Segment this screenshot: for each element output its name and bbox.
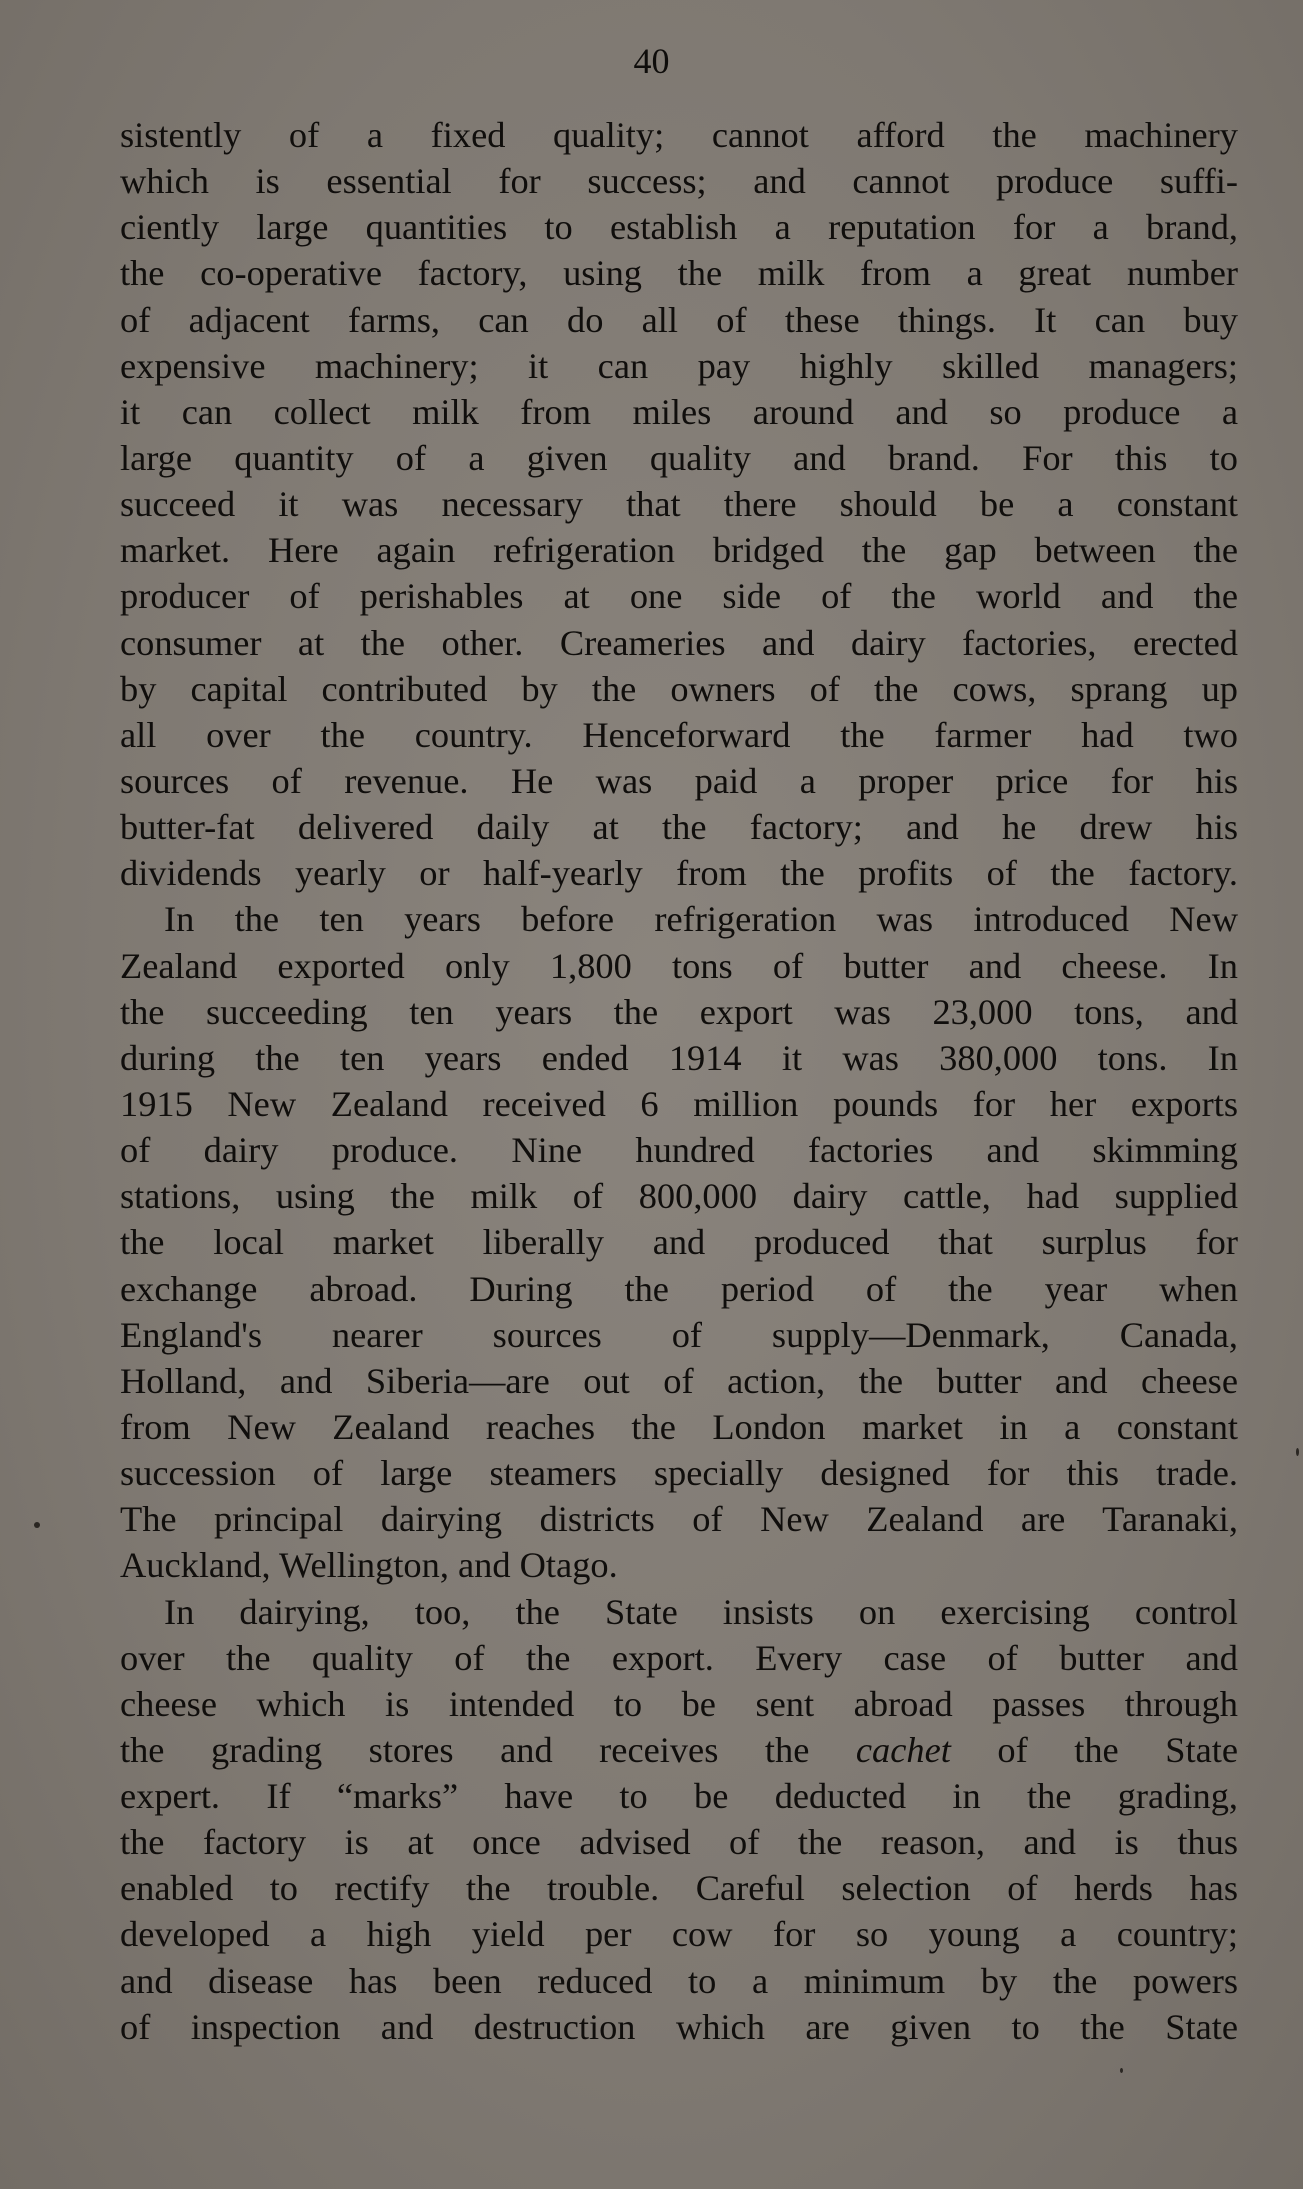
- text-line: the co-operative factory, using the milk from a great number: [120, 253, 1238, 294]
- text-line: Zealand exported only 1,800 tons of butter and cheese. In: [120, 945, 1238, 986]
- paper-speck: [34, 1522, 40, 1528]
- text-line: succession of large steamers specially designed for this trade.: [120, 1453, 1238, 1494]
- text-line: and disease has been reduced to a minimum by the powers: [120, 1960, 1238, 2001]
- text-line: during the ten years ended 1914 it was 380,000 tons. In: [120, 1037, 1238, 1078]
- paper-speck: [1120, 2068, 1123, 2073]
- paragraph-1: [120, 112, 1238, 896]
- text-line: of adjacent farms, can do all of these things. It can buy: [120, 299, 1238, 340]
- text-line: all over the country. Henceforward the farmer had two: [120, 714, 1238, 755]
- text-line: sources of revenue. He was paid a proper price for his: [120, 760, 1238, 801]
- text-line: succeed it was necessary that there should be a constant: [120, 484, 1238, 525]
- text-line: consumer at the other. Creameries and dairy factories, erected: [120, 622, 1238, 663]
- text-line: the factory is at once advised of the reason, and is thus: [120, 1822, 1238, 1863]
- paragraph-2: [120, 896, 1238, 1588]
- text-line: dividends yearly or half-yearly from the profits of the factory.: [120, 853, 1238, 894]
- text-line: of inspection and destruction which are given to the State: [120, 2006, 1238, 2047]
- text-line: stations, using the milk of 800,000 dairy cattle, had supplied: [120, 1176, 1238, 1217]
- text-line: the succeeding ten years the export was 23,000 tons, and: [120, 991, 1238, 1032]
- text-line: of dairy produce. Nine hundred factories and skimming: [120, 1130, 1238, 1171]
- text-line: from New Zealand reaches the London market in a constant: [120, 1406, 1238, 1447]
- text-line: In dairying, too, the State insists on exercising control: [164, 1591, 1238, 1632]
- grading-text-before: the grading stores and receives the: [120, 1729, 810, 1770]
- text-line: butter-fat delivered daily at the factory; and he drew his: [120, 807, 1238, 848]
- text-line: 1915 New Zealand received 6 million pounds for her exports: [120, 1083, 1238, 1124]
- text-line: enabled to rectify the trouble. Careful selection of herds has: [120, 1868, 1238, 1909]
- text-line: expensive machinery; it can pay highly skilled managers;: [120, 345, 1238, 386]
- text-line: Holland, and Siberia—are out of action, the butter and cheese: [120, 1360, 1238, 1401]
- paper-speck: [1296, 1448, 1299, 1456]
- italic-word-cachet: cachet: [855, 1729, 951, 1770]
- text-line: In the ten years before refrigeration was introduced New: [164, 899, 1238, 940]
- text-line: Auckland, Wellington, and Otago.: [120, 1545, 618, 1586]
- grading-text-after: of the State: [997, 1729, 1238, 1770]
- text-line: exchange abroad. During the period of the year when: [120, 1268, 1238, 1309]
- text-line: expert. If “marks” have to be deducted in the grading,: [120, 1776, 1238, 1817]
- text-line-with-italic: [120, 1727, 1238, 1773]
- text-line: producer of perishables at one side of the world and the: [120, 576, 1238, 617]
- text-line: cheese which is intended to be sent abroad passes through: [120, 1683, 1238, 1724]
- text-line: by capital contributed by the owners of the cows, sprang up: [120, 668, 1238, 709]
- text-line: the local market liberally and produced that surplus for: [120, 1222, 1238, 1263]
- text-line: which is essential for success; and cannot produce suffi-: [120, 161, 1238, 202]
- page-number: 40: [633, 41, 670, 81]
- text-line: over the quality of the export. Every case of butter and: [120, 1637, 1238, 1678]
- text-line: The principal dairying districts of New Zealand are Taranaki,: [120, 1499, 1238, 1540]
- paragraph-3: [120, 1589, 1238, 2050]
- text-line: ciently large quantities to establish a reputation for a brand,: [120, 207, 1238, 248]
- body-text: [120, 112, 1238, 2050]
- text-line: it can collect milk from miles around and so produce a: [120, 391, 1238, 432]
- text-line: sistently of a fixed quality; cannot afford the machinery: [120, 115, 1238, 155]
- text-line: market. Here again refrigeration bridged the gap between the: [120, 530, 1238, 571]
- text-line: large quantity of a given quality and brand. For this to: [120, 437, 1238, 478]
- text-line: England's nearer sources of supply—Denmark, Canada,: [120, 1314, 1238, 1355]
- text-line: developed a high yield per cow for so young a country;: [120, 1914, 1238, 1955]
